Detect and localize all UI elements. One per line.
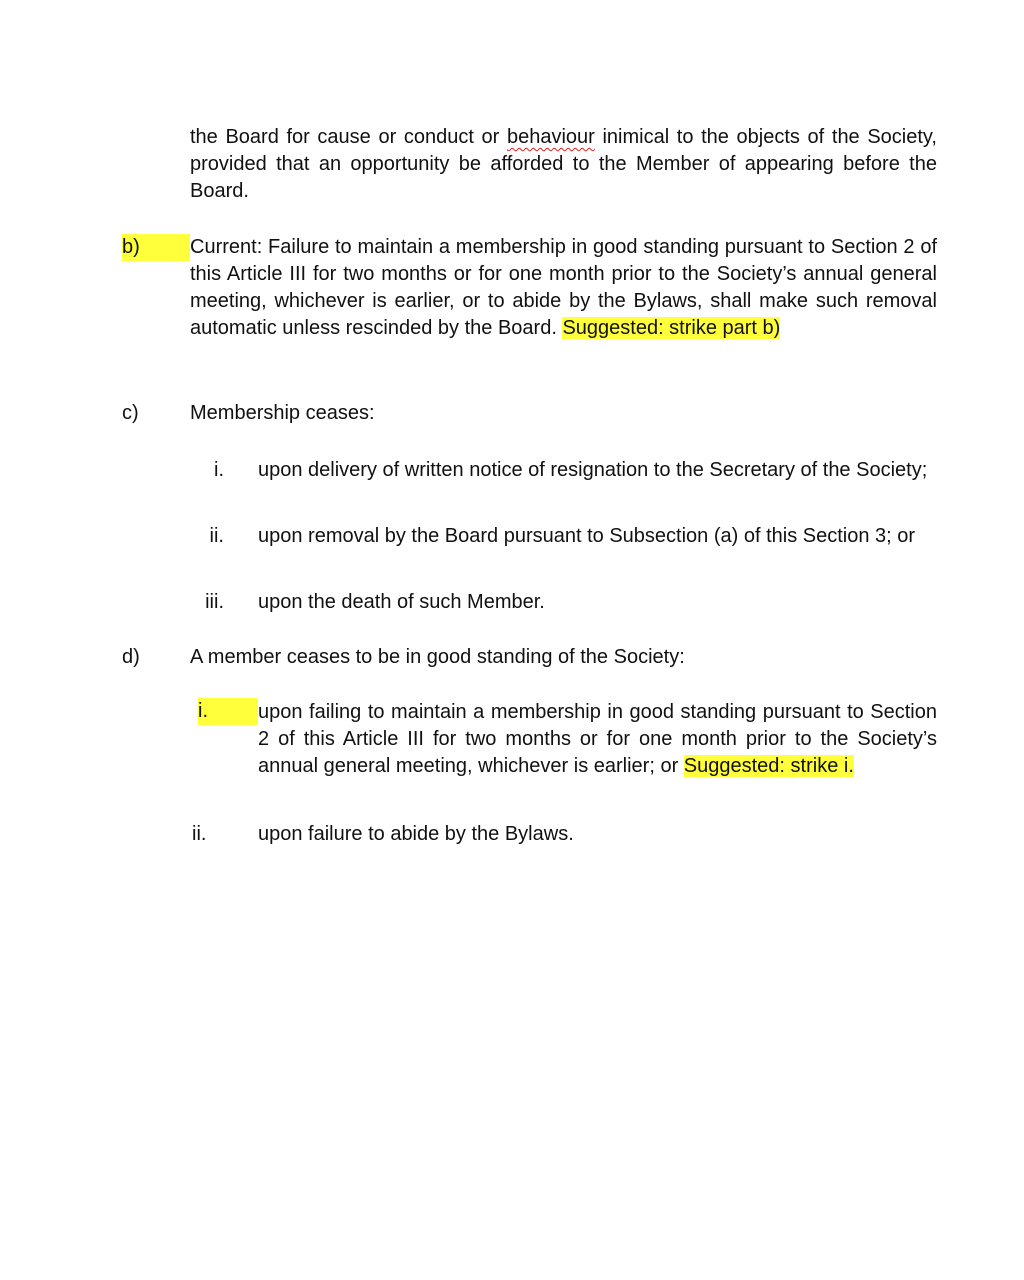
section-d-item-1-suggestion: Suggested: strike i. [683, 755, 854, 777]
section-b-text: Current: Failure to maintain a membership in good standing pursuant to Section 2 of this Article III for two months or for one month prior to the Society’s annual general meeting, whichever is earlier, or to abide by the Bylaws, shall make such removal automatic unless rescinded by the Board. [190, 236, 937, 339]
section-c-item-3: upon the death of such Member. [258, 591, 545, 613]
section-d-item-1-text: upon failing to maintain a membership in good standing pursuant to Section 2 of this Article III for two months or for one month prior to the Society’s annual general meeting, whichever is earlier; or [258, 701, 937, 777]
section-c-item-2: upon removal by the Board pursuant to Subsection (a) of this Section 3; or [258, 525, 916, 547]
section-d-item-1 [258, 699, 937, 780]
section-d-item-1-marker: i. [198, 698, 258, 725]
section-b-paragraph [190, 234, 937, 342]
spellcheck-word[interactable]: behaviour [506, 126, 595, 148]
section-d-marker: d) [122, 646, 140, 668]
section-a-text-after: inimical to the objects of the Society, provided that an opportunity be afforded to the Member of appearing before the Board. [190, 126, 937, 202]
section-c-heading: Membership ceases: [190, 402, 375, 424]
section-c-item-3-marker: iii. [205, 591, 224, 613]
section-c-item-1-marker: i. [214, 459, 224, 481]
section-d-heading: A member ceases to be in good standing of the Society: [190, 646, 685, 668]
section-d-item-2: upon failure to abide by the Bylaws. [258, 823, 574, 845]
section-c-marker: c) [122, 402, 139, 424]
section-b-marker: b) [122, 234, 190, 261]
section-a-text-before: the Board for cause or conduct or [190, 126, 507, 148]
section-b-suggestion: Suggested: strike part b) [562, 317, 781, 339]
section-c-item-2-marker: ii. [209, 525, 224, 547]
section-a-continuation [190, 124, 937, 205]
section-c-item-1: upon delivery of written notice of resignation to the Secretary of the Society; [258, 459, 928, 481]
section-d-item-2-marker: ii. [192, 823, 207, 845]
